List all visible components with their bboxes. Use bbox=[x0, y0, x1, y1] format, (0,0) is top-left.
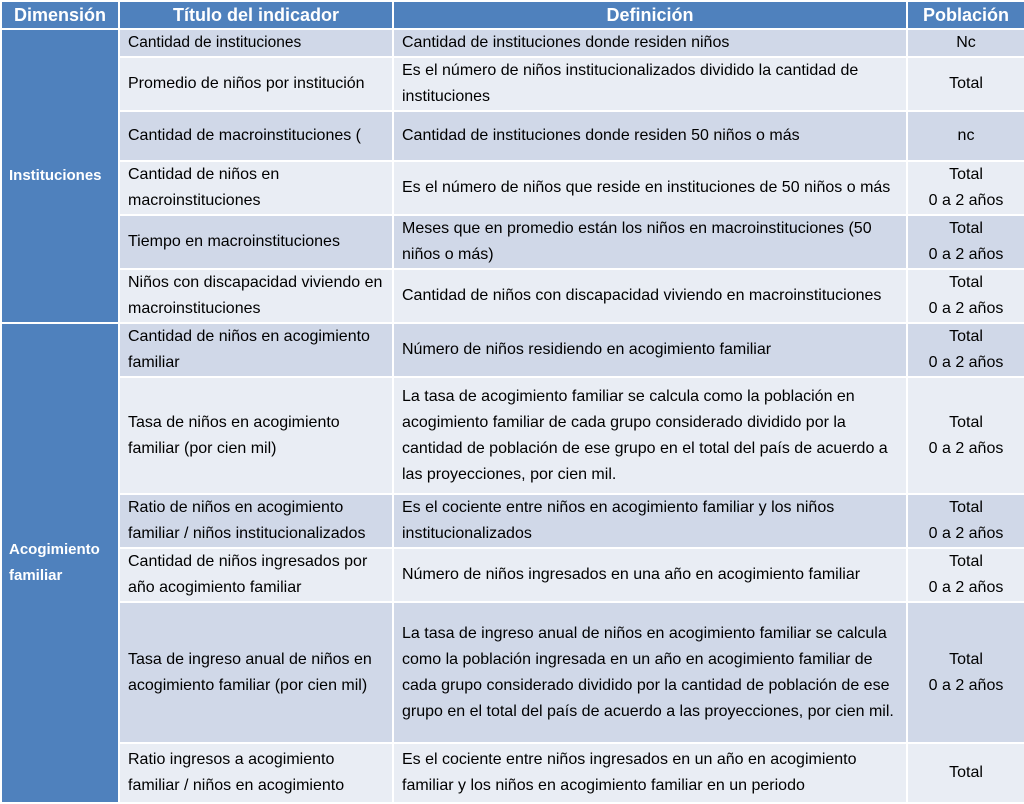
indicator-definition: Es el número de niños que reside en instituciones de 50 niños o más bbox=[393, 161, 907, 215]
population-range: 0 a 2 años bbox=[928, 354, 1004, 371]
table-row bbox=[1, 29, 1024, 57]
population-value: Total bbox=[949, 499, 983, 516]
indicator-definition: La tasa de ingreso anual de niños en acogimiento familiar se calcula como la población ingresada en un año en acogimiento familiar de cada grupo considerado dividido por la cantidad de población de ese grupo en el total del país de acuerdo a las proyecciones, por cien mil. bbox=[393, 602, 907, 743]
table-row bbox=[1, 602, 1024, 743]
table-row bbox=[1, 57, 1024, 111]
indicator-definition: Cantidad de instituciones donde residen niños bbox=[393, 29, 907, 57]
population-range: 0 a 2 años bbox=[928, 246, 1004, 263]
population-range: 0 a 2 años bbox=[928, 439, 1004, 457]
population-cell bbox=[907, 377, 1024, 494]
population-cell bbox=[907, 323, 1024, 377]
population-cell bbox=[907, 548, 1024, 602]
table-row bbox=[1, 269, 1024, 323]
indicator-title: Tasa de niños en acogimiento familiar (por cien mil) bbox=[119, 377, 393, 494]
population-value: Total bbox=[949, 328, 983, 345]
indicator-title: Niños con discapacidad viviendo en macroinstituciones bbox=[119, 269, 393, 323]
population-value: Total bbox=[949, 220, 983, 237]
indicator-title: Tasa de ingreso anual de niños en acogimiento familiar (por cien mil) bbox=[119, 602, 393, 743]
population-value: Total bbox=[949, 650, 983, 668]
indicator-definition: Número de niños residiendo en acogimiento familiar bbox=[393, 323, 907, 377]
indicator-title: Ratio ingresos a acogimiento familiar / niños en acogimiento bbox=[119, 743, 393, 803]
population-cell bbox=[907, 57, 1024, 111]
population-range: 0 a 2 años bbox=[928, 192, 1004, 209]
indicator-title: Cantidad de niños ingresados por año acogimiento familiar bbox=[119, 548, 393, 602]
indicator-title: Cantidad de instituciones bbox=[119, 29, 393, 57]
population-cell bbox=[907, 269, 1024, 323]
header-population: Población bbox=[907, 1, 1024, 29]
population-cell bbox=[907, 111, 1024, 161]
indicator-definition: Meses que en promedio están los niños en macroinstituciones (50 niños o más) bbox=[393, 215, 907, 269]
population-value: Total bbox=[949, 166, 983, 183]
header-row bbox=[1, 1, 1024, 29]
indicator-title: Cantidad de niños en macroinstituciones bbox=[119, 161, 393, 215]
header-dimension: Dimensión bbox=[1, 1, 119, 29]
indicator-definition: Cantidad de niños con discapacidad viviendo en macroinstituciones bbox=[393, 269, 907, 323]
population-range: 0 a 2 años bbox=[928, 676, 1004, 694]
header-definition: Definición bbox=[393, 1, 907, 29]
population-value: Total bbox=[949, 764, 983, 781]
population-cell bbox=[907, 29, 1024, 57]
population-value: Nc bbox=[956, 34, 976, 51]
population-range: 0 a 2 años bbox=[928, 300, 1004, 317]
population-cell bbox=[907, 743, 1024, 803]
indicator-definition: Es el cociente entre niños ingresados en un año en acogimiento familiar y los niños en acogimiento familiar en un periodo bbox=[393, 743, 907, 803]
indicator-definition: Número de niños ingresados en una año en acogimiento familiar bbox=[393, 548, 907, 602]
population-cell bbox=[907, 215, 1024, 269]
table-row bbox=[1, 111, 1024, 161]
table-row bbox=[1, 323, 1024, 377]
population-value: Total bbox=[949, 413, 983, 431]
indicator-title: Tiempo en macroinstituciones bbox=[119, 215, 393, 269]
indicator-title: Cantidad de macroinstituciones ( bbox=[119, 111, 393, 161]
indicator-title: Promedio de niños por institución bbox=[119, 57, 393, 111]
indicator-title: Ratio de niños en acogimiento familiar / niños institucionalizados bbox=[119, 494, 393, 548]
dimension-cell-acogimiento: Acogimiento familiar bbox=[1, 323, 119, 803]
table-row bbox=[1, 377, 1024, 494]
population-value: nc bbox=[957, 127, 975, 144]
population-value: Total bbox=[949, 274, 983, 291]
indicator-definition: La tasa de acogimiento familiar se calcula como la población en acogimiento familiar de cada grupo considerado dividido por la cantidad de población de ese grupo en el total del país de acuerdo a las proyecciones, por cien mil. bbox=[393, 377, 907, 494]
table-row bbox=[1, 215, 1024, 269]
table-row bbox=[1, 743, 1024, 803]
population-value: Total bbox=[949, 75, 983, 92]
population-range: 0 a 2 años bbox=[928, 579, 1004, 596]
table-row bbox=[1, 548, 1024, 602]
population-cell bbox=[907, 494, 1024, 548]
indicator-title: Cantidad de niños en acogimiento familiar bbox=[119, 323, 393, 377]
population-value: Total bbox=[949, 553, 983, 570]
indicator-definition: Cantidad de instituciones donde residen 50 niños o más bbox=[393, 111, 907, 161]
population-cell bbox=[907, 602, 1024, 743]
population-cell bbox=[907, 161, 1024, 215]
indicator-definition: Es el número de niños institucionalizados dividido la cantidad de instituciones bbox=[393, 57, 907, 111]
table-row bbox=[1, 494, 1024, 548]
indicator-definition: Es el cociente entre niños en acogimiento familiar y los niños institucionalizados bbox=[393, 494, 907, 548]
header-title: Título del indicador bbox=[119, 1, 393, 29]
population-range: 0 a 2 años bbox=[928, 525, 1004, 542]
dimension-cell-instituciones: Instituciones bbox=[1, 29, 119, 323]
table-row bbox=[1, 161, 1024, 215]
